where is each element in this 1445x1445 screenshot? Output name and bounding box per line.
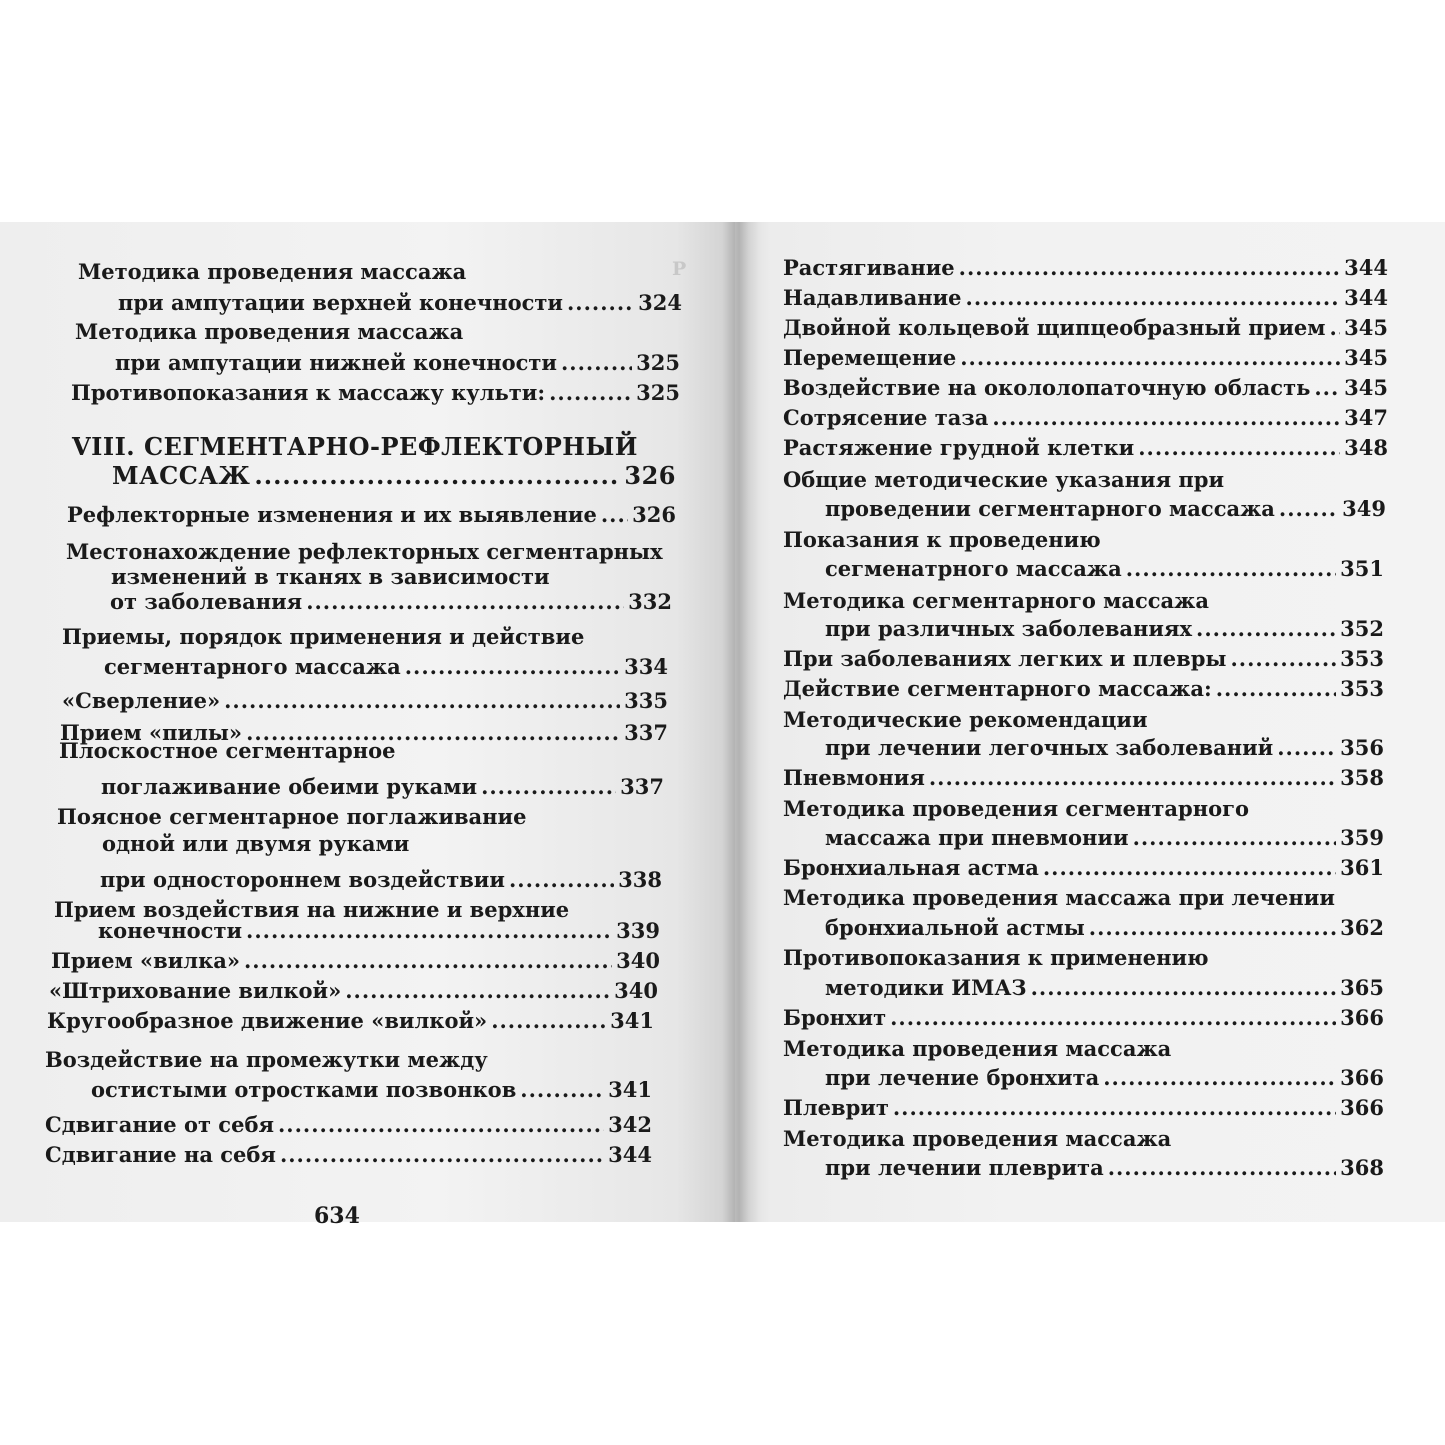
- toc-entry-title: Местонахождение рефлекторных сегментарных: [66, 539, 663, 564]
- toc-dot-leader: [549, 378, 632, 408]
- toc-entry-title: Противопоказания к применению: [783, 945, 1209, 970]
- toc-entry-title: Сдвигание от себя: [45, 1112, 274, 1137]
- toc-entry-title: Прием «вилка»: [51, 948, 240, 973]
- toc-entry: [118, 288, 682, 318]
- toc-entry: [112, 461, 676, 491]
- toc-dot-leader: [1138, 433, 1340, 463]
- toc-entry-page-number: 356: [1340, 735, 1384, 760]
- toc-dot-leader: [1043, 853, 1336, 883]
- toc-entry: [102, 829, 409, 859]
- toc-dot-leader: [509, 865, 614, 895]
- toc-entry: [115, 348, 680, 378]
- toc-entry-title: при лечении плеврита: [825, 1155, 1104, 1180]
- toc-entry: [783, 253, 1388, 283]
- toc-entry: [51, 946, 660, 976]
- toc-entry: [45, 1110, 652, 1140]
- toc-entry-title: Сотрясение таза: [783, 405, 989, 430]
- toc-dot-leader: [345, 976, 610, 1006]
- toc-entry-page-number: 359: [1340, 825, 1384, 850]
- toc-entry-page-number: 368: [1340, 1155, 1384, 1180]
- toc-entry-title: Методика проведения сегментарного: [783, 796, 1249, 821]
- toc-dot-leader: [1108, 1153, 1336, 1183]
- toc-entry-page-number: 345: [1344, 375, 1388, 400]
- toc-entry-title: Надавливание: [783, 285, 962, 310]
- toc-entry: [49, 976, 658, 1006]
- toc-dot-leader: [1031, 973, 1337, 1003]
- toc-entry-title: Бронхит: [783, 1005, 887, 1030]
- toc-entry: [783, 644, 1384, 674]
- toc-entry: [783, 586, 1209, 616]
- toc-entry: [783, 853, 1384, 883]
- toc-entry: [783, 1124, 1171, 1154]
- toc-entry-page-number: 366: [1340, 1065, 1384, 1090]
- toc-entry: [71, 378, 680, 408]
- toc-entry-title: остистыми отростками позвонков: [91, 1077, 517, 1102]
- toc-entry: [825, 973, 1384, 1003]
- toc-dot-leader: [1330, 313, 1341, 343]
- toc-entry: [783, 525, 1101, 555]
- toc-dot-leader: [254, 461, 620, 491]
- toc-entry-page-number: 339: [616, 918, 660, 943]
- toc-entry-title: конечности: [98, 918, 243, 943]
- toc-entry-page-number: 362: [1340, 915, 1384, 940]
- toc-entry-page-number: 326: [624, 461, 676, 490]
- toc-dot-leader: [1196, 614, 1336, 644]
- toc-entry: [783, 1034, 1171, 1064]
- toc-entry-title: Воздействие на окололопаточную область: [783, 375, 1311, 400]
- toc-entry-title: при одностороннем воздействии: [100, 867, 505, 892]
- toc-entry-page-number: 352: [1340, 616, 1384, 641]
- book-gutter-shadow: [722, 222, 760, 1222]
- toc-entry-title: «Штрихование вилкой»: [49, 978, 342, 1003]
- toc-entry-page-number: 353: [1340, 676, 1384, 701]
- toc-entry: [62, 686, 668, 716]
- toc-dot-leader: [244, 946, 612, 976]
- toc-entry-title: Противопоказания к массажу культи:: [71, 380, 546, 405]
- toc-entry-title: бронхиальной астмы: [825, 915, 1085, 940]
- toc-entry: [783, 343, 1388, 373]
- show-through-text: Р: [672, 258, 687, 280]
- toc-entry-page-number: 349: [1342, 496, 1386, 521]
- toc-entry-title: одной или двумя руками: [102, 831, 410, 856]
- toc-dot-leader: [959, 253, 1340, 283]
- toc-entry: [825, 554, 1384, 584]
- toc-entry-title: при лечение бронхита: [825, 1065, 1100, 1090]
- toc-dot-leader: [601, 500, 628, 530]
- toc-entry-title: при различных заболеваниях: [825, 616, 1193, 641]
- toc-entry: [78, 257, 466, 287]
- toc-dot-leader: [520, 1075, 604, 1105]
- toc-entry-page-number: 335: [624, 688, 668, 713]
- toc-entry: [98, 916, 660, 946]
- toc-entry: [72, 432, 638, 462]
- toc-entry-title: Поясное сегментарное поглаживание: [57, 804, 527, 829]
- toc-entry: [91, 1075, 652, 1105]
- toc-entry-title: VIII. СЕГМЕНТАРНО-РЕФЛЕКТОРНЫЙ: [72, 432, 638, 461]
- toc-entry-title: Методика проведения массажа при лечении: [783, 885, 1335, 910]
- toc-entry-page-number: 324: [638, 290, 682, 315]
- toc-entry-title: поглаживание обеими руками: [101, 774, 478, 799]
- toc-dot-leader: [405, 652, 620, 682]
- toc-entry-title: Методика сегментарного массажа: [783, 588, 1209, 613]
- toc-entry-title: «Сверление»: [62, 688, 221, 713]
- toc-entry-title: Кругообразное движение «вилкой»: [47, 1008, 488, 1033]
- toc-entry: [75, 317, 463, 347]
- toc-entry-title: Растяжение грудной клетки: [783, 435, 1135, 460]
- toc-entry: [783, 943, 1209, 973]
- toc-entry-page-number: 341: [608, 1077, 652, 1102]
- toc-entry-title: Плоскостное сегментарное: [59, 738, 396, 763]
- toc-dot-leader: [1126, 554, 1336, 584]
- toc-entry-title: сегменатрного массажа: [825, 556, 1122, 581]
- toc-dot-leader: [280, 1140, 604, 1170]
- toc-entry-title: Рефлекторные изменения и их выявление: [67, 502, 597, 527]
- toc-entry: [825, 1063, 1384, 1093]
- toc-dot-leader: [893, 1093, 1336, 1123]
- toc-entry: [47, 1006, 654, 1036]
- toc-entry-title: Общие методические указания при: [783, 467, 1225, 492]
- toc-entry-title: при лечении легочных заболеваний: [825, 735, 1274, 760]
- toc-dot-leader: [1314, 373, 1340, 403]
- toc-dot-leader: [1279, 494, 1338, 524]
- toc-entry: [783, 373, 1388, 403]
- toc-entry: [825, 733, 1384, 763]
- toc-entry-title: Бронхиальная астма: [783, 855, 1039, 880]
- toc-entry-page-number: 325: [636, 350, 680, 375]
- toc-dot-leader: [1103, 1063, 1336, 1093]
- toc-entry-page-number: 351: [1340, 556, 1384, 581]
- toc-entry: [67, 500, 676, 530]
- toc-entry-title: проведении сегментарного массажа: [825, 496, 1275, 521]
- toc-entry-page-number: 326: [632, 502, 676, 527]
- toc-entry: [825, 913, 1384, 943]
- toc-entry-title: Методические рекомендации: [783, 707, 1148, 732]
- toc-entry: [783, 705, 1148, 735]
- toc-entry-page-number: 347: [1344, 405, 1388, 430]
- toc-dot-leader: [567, 288, 634, 318]
- toc-entry-title: Перемещение: [783, 345, 957, 370]
- toc-entry: [104, 652, 668, 682]
- toc-entry-page-number: 348: [1344, 435, 1388, 460]
- toc-entry-title: Воздействие на промежутки между: [45, 1047, 488, 1072]
- left-page-number: 634: [314, 1203, 360, 1229]
- toc-entry-title: Методика проведения массажа: [783, 1126, 1172, 1151]
- toc-entry: [783, 1093, 1384, 1123]
- toc-entry-title: Прием воздействия на нижние и верхние: [54, 897, 570, 922]
- toc-entry: [783, 403, 1388, 433]
- toc-entry-title: МАССАЖ: [112, 461, 251, 490]
- toc-entry-page-number: 332: [628, 589, 672, 614]
- toc-dot-leader: [1230, 644, 1336, 674]
- toc-entry: [783, 433, 1388, 463]
- toc-entry-title: Методика проведения массажа: [78, 259, 467, 284]
- toc-entry: [783, 763, 1384, 793]
- toc-entry-title: массажа при пневмонии: [825, 825, 1129, 850]
- toc-entry-page-number: 361: [1340, 855, 1384, 880]
- toc-dot-leader: [481, 772, 616, 802]
- toc-entry-page-number: 366: [1340, 1005, 1384, 1030]
- toc-entry-title: Методика проведения массажа: [783, 1036, 1172, 1061]
- toc-dot-leader: [278, 1110, 604, 1140]
- toc-entry: [45, 1045, 488, 1075]
- toc-entry: [57, 802, 526, 832]
- toc-dot-leader: [929, 763, 1336, 793]
- toc-entry-title: Растягивание: [783, 255, 955, 280]
- toc-dot-leader: [1277, 733, 1336, 763]
- toc-dot-leader: [966, 283, 1341, 313]
- toc-entry-title: методики ИМАЗ: [825, 975, 1027, 1000]
- toc-entry-page-number: 366: [1340, 1095, 1384, 1120]
- toc-entry: [825, 494, 1386, 524]
- toc-entry-page-number: 344: [1344, 255, 1388, 280]
- toc-entry-page-number: 334: [624, 654, 668, 679]
- toc-entry-title: Пневмония: [783, 765, 925, 790]
- toc-entry-page-number: 344: [608, 1142, 652, 1167]
- toc-entry: [62, 622, 584, 652]
- toc-entry-title: Показания к проведению: [783, 527, 1101, 552]
- toc-dot-leader: [890, 1003, 1336, 1033]
- toc-dot-leader: [306, 587, 624, 617]
- toc-dot-leader: [224, 686, 620, 716]
- toc-dot-leader: [246, 916, 612, 946]
- toc-entry-page-number: 340: [616, 948, 660, 973]
- toc-entry: [100, 865, 662, 895]
- toc-entry-title: от заболевания: [110, 589, 303, 614]
- toc-entry-page-number: 345: [1344, 315, 1388, 340]
- toc-entry-title: Двойной кольцевой щипцеобразный прием: [783, 315, 1326, 340]
- toc-entry-title: при ампутации верхней конечности: [118, 290, 563, 315]
- toc-entry: [783, 313, 1388, 343]
- toc-entry-title: при ампутации нижней конечности: [115, 350, 557, 375]
- toc-entry-page-number: 353: [1340, 646, 1384, 671]
- toc-entry: [783, 674, 1384, 704]
- toc-entry: [825, 614, 1384, 644]
- toc-entry-title: Сдвигание на себя: [45, 1142, 276, 1167]
- toc-entry: [59, 736, 395, 766]
- toc-dot-leader: [1133, 823, 1337, 853]
- toc-entry-page-number: 342: [608, 1112, 652, 1137]
- toc-entry-page-number: 345: [1344, 345, 1388, 370]
- toc-entry-page-number: 337: [624, 720, 668, 745]
- toc-dot-leader: [992, 403, 1340, 433]
- toc-entry: [783, 883, 1335, 913]
- toc-entry-page-number: 325: [636, 380, 680, 405]
- toc-entry-page-number: 344: [1344, 285, 1388, 310]
- toc-dot-leader: [561, 348, 632, 378]
- toc-entry-title: Методика проведения массажа: [75, 319, 464, 344]
- toc-entry: [783, 794, 1249, 824]
- toc-entry-title: сегментарного массажа: [104, 654, 401, 679]
- toc-entry-title: изменений в тканях в зависимости: [111, 564, 550, 589]
- toc-entry: [783, 283, 1388, 313]
- toc-entry-title: Приемы, порядок применения и действие: [62, 624, 585, 649]
- toc-entry-title: При заболеваниях легких и плевры: [783, 646, 1227, 671]
- toc-entry: [783, 465, 1224, 495]
- toc-entry-title: Действие сегментарного массажа:: [783, 676, 1212, 701]
- toc-entry-page-number: 358: [1340, 765, 1384, 790]
- toc-entry-title: Плеврит: [783, 1095, 889, 1120]
- toc-entry-page-number: 338: [618, 867, 662, 892]
- toc-dot-leader: [1216, 674, 1336, 704]
- toc-entry: [101, 772, 664, 802]
- toc-entry: [45, 1140, 652, 1170]
- toc-entry: [783, 1003, 1384, 1033]
- toc-entry-title: Прием «пилы»: [60, 720, 243, 745]
- toc-entry: [110, 587, 672, 617]
- toc-entry-page-number: 337: [620, 774, 664, 799]
- toc-entry-page-number: 340: [614, 978, 658, 1003]
- toc-dot-leader: [1089, 913, 1336, 943]
- toc-entry-page-number: 341: [610, 1008, 654, 1033]
- toc-entry-page-number: 365: [1340, 975, 1384, 1000]
- toc-dot-leader: [960, 343, 1340, 373]
- toc-dot-leader: [491, 1006, 606, 1036]
- toc-entry: [825, 1153, 1384, 1183]
- toc-entry: [825, 823, 1384, 853]
